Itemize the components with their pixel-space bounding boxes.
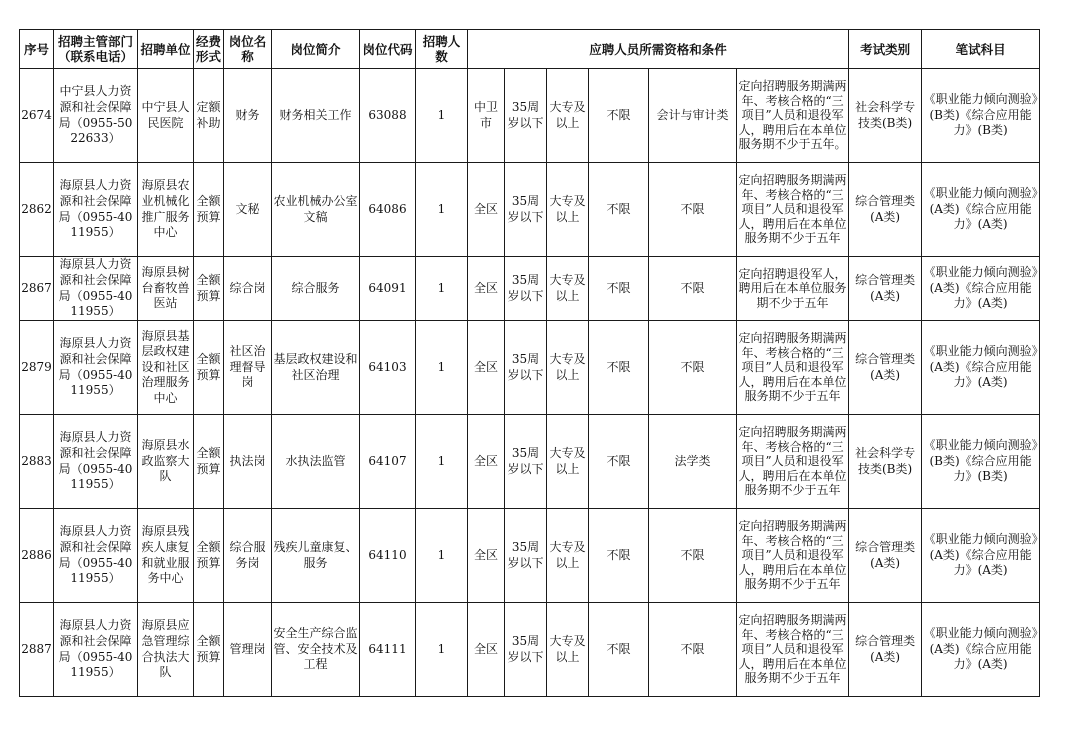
header-num: 招聘人数: [416, 30, 468, 69]
fund-cell: 全额预算: [194, 163, 224, 257]
header-subject: 笔试科目: [922, 30, 1040, 69]
area-cell: 全区: [468, 257, 505, 321]
unit-cell: 海原县水政监察大队: [138, 415, 194, 509]
edu-cell: 大专及以上: [547, 603, 589, 697]
age-cell: 35周岁以下: [505, 163, 547, 257]
dept-cell: 中宁县人力资源和社会保障局（0955-5022633）: [54, 69, 138, 163]
exam-cell: 综合管理类(A类): [849, 509, 922, 603]
edu-cell: 大专及以上: [547, 163, 589, 257]
header-exam: 考试类别: [849, 30, 922, 69]
area-cell: 全区: [468, 321, 505, 415]
degree-cell: 不限: [589, 415, 649, 509]
fund-cell: 全额预算: [194, 321, 224, 415]
code-cell: 63088: [360, 69, 416, 163]
table-row: [20, 163, 1040, 257]
dept-cell: 海原县人力资源和社会保障局（0955-4011955）: [54, 509, 138, 603]
num-cell: 1: [416, 415, 468, 509]
edu-cell: 大专及以上: [547, 509, 589, 603]
edu-cell: 大专及以上: [547, 257, 589, 321]
post-cell: 综合服务岗: [224, 509, 272, 603]
major-cell: 会计与审计类: [649, 69, 737, 163]
exam-cell: 综合管理类(A类): [849, 257, 922, 321]
dept-cell: 海原县人力资源和社会保障局（0955-4011955）: [54, 603, 138, 697]
code-cell: 64103: [360, 321, 416, 415]
seq-cell: 2887: [20, 603, 54, 697]
other-conditions-cell: 定向招聘服务期满两年、考核合格的“三项目”人员和退役军人，聘用后在本单位服务期不少于五年: [737, 509, 849, 603]
code-cell: 64086: [360, 163, 416, 257]
table-row: [20, 603, 1040, 697]
recruitment-sheet: [19, 29, 1040, 697]
degree-cell: 不限: [589, 603, 649, 697]
seq-cell: 2886: [20, 509, 54, 603]
area-cell: 全区: [468, 415, 505, 509]
age-cell: 35周岁以下: [505, 321, 547, 415]
post-cell: 管理岗: [224, 603, 272, 697]
unit-cell: 海原县应急管理综合执法大队: [138, 603, 194, 697]
subject-cell: 《职业能力倾向测验》(B类)《综合应用能力》(B类): [922, 69, 1040, 163]
exam-cell: 社会科学专技类(B类): [849, 415, 922, 509]
recruitment-table: [19, 29, 1040, 697]
seq-cell: 2883: [20, 415, 54, 509]
age-cell: 35周岁以下: [505, 415, 547, 509]
dept-cell: 海原县人力资源和社会保障局（0955-4011955）: [54, 415, 138, 509]
other-conditions-cell: 定向招聘服务期满两年、考核合格的“三项目”人员和退役军人，聘用后在本单位服务期不少于五年: [737, 415, 849, 509]
area-cell: 中卫市: [468, 69, 505, 163]
major-cell: 不限: [649, 257, 737, 321]
header-code: 岗位代码: [360, 30, 416, 69]
post-cell: 文秘: [224, 163, 272, 257]
edu-cell: 大专及以上: [547, 415, 589, 509]
num-cell: 1: [416, 603, 468, 697]
code-cell: 64110: [360, 509, 416, 603]
degree-cell: 不限: [589, 257, 649, 321]
other-conditions-cell: 定向招聘退役军人，聘用后在本单位服务期不少于五年: [737, 257, 849, 321]
major-cell: 不限: [649, 603, 737, 697]
code-cell: 64107: [360, 415, 416, 509]
code-cell: 64111: [360, 603, 416, 697]
intro-cell: 安全生产综合监管、安全技术及工程: [272, 603, 360, 697]
header-fund: 经费形式: [194, 30, 224, 69]
other-conditions-cell: 定向招聘服务期满两年、考核合格的“三项目”人员和退役军人，聘用后在本单位服务期不少于五年。: [737, 69, 849, 163]
degree-cell: 不限: [589, 163, 649, 257]
other-conditions-cell: 定向招聘服务期满两年、考核合格的“三项目”人员和退役军人，聘用后在本单位服务期不少于五年: [737, 321, 849, 415]
subject-cell: 《职业能力倾向测验》(A类)《综合应用能力》(A类): [922, 257, 1040, 321]
area-cell: 全区: [468, 509, 505, 603]
subject-cell: 《职业能力倾向测验》(B类)《综合应用能力》(B类): [922, 415, 1040, 509]
num-cell: 1: [416, 509, 468, 603]
table-body: [20, 69, 1040, 697]
other-conditions-cell: 定向招聘服务期满两年、考核合格的“三项目”人员和退役军人，聘用后在本单位服务期不少于五年: [737, 163, 849, 257]
num-cell: 1: [416, 257, 468, 321]
fund-cell: 全额预算: [194, 603, 224, 697]
subject-cell: 《职业能力倾向测验》(A类)《综合应用能力》(A类): [922, 163, 1040, 257]
fund-cell: 全额预算: [194, 415, 224, 509]
seq-cell: 2867: [20, 257, 54, 321]
unit-cell: 中宁县人民医院: [138, 69, 194, 163]
seq-cell: 2879: [20, 321, 54, 415]
major-cell: 不限: [649, 163, 737, 257]
table-row: [20, 69, 1040, 163]
major-cell: 法学类: [649, 415, 737, 509]
degree-cell: 不限: [589, 69, 649, 163]
edu-cell: 大专及以上: [547, 321, 589, 415]
age-cell: 35周岁以下: [505, 509, 547, 603]
table-row: [20, 321, 1040, 415]
intro-cell: 农业机械办公室文稿: [272, 163, 360, 257]
header-post: 岗位名称: [224, 30, 272, 69]
num-cell: 1: [416, 163, 468, 257]
exam-cell: 社会科学专技类(B类): [849, 69, 922, 163]
table-row: [20, 257, 1040, 321]
seq-cell: 2674: [20, 69, 54, 163]
header-unit: 招聘单位: [138, 30, 194, 69]
header-conditions: 应聘人员所需资格和条件: [468, 30, 849, 69]
header-seq: 序号: [20, 30, 54, 69]
area-cell: 全区: [468, 163, 505, 257]
num-cell: 1: [416, 321, 468, 415]
age-cell: 35周岁以下: [505, 257, 547, 321]
dept-cell: 海原县人力资源和社会保障局（0955-4011955）: [54, 257, 138, 321]
edu-cell: 大专及以上: [547, 69, 589, 163]
unit-cell: 海原县基层政权建设和社区治理服务中心: [138, 321, 194, 415]
age-cell: 35周岁以下: [505, 603, 547, 697]
exam-cell: 综合管理类(A类): [849, 163, 922, 257]
post-cell: 综合岗: [224, 257, 272, 321]
post-cell: 执法岗: [224, 415, 272, 509]
subject-cell: 《职业能力倾向测验》(A类)《综合应用能力》(A类): [922, 321, 1040, 415]
major-cell: 不限: [649, 321, 737, 415]
major-cell: 不限: [649, 509, 737, 603]
header-row: [20, 30, 1040, 69]
code-cell: 64091: [360, 257, 416, 321]
intro-cell: 基层政权建设和社区治理: [272, 321, 360, 415]
fund-cell: 定额补助: [194, 69, 224, 163]
post-cell: 财务: [224, 69, 272, 163]
subject-cell: 《职业能力倾向测验》(A类)《综合应用能力》(A类): [922, 603, 1040, 697]
unit-cell: 海原县树台畜牧兽医站: [138, 257, 194, 321]
degree-cell: 不限: [589, 321, 649, 415]
fund-cell: 全额预算: [194, 257, 224, 321]
table-row: [20, 415, 1040, 509]
other-conditions-cell: 定向招聘服务期满两年、考核合格的“三项目”人员和退役军人，聘用后在本单位服务期不少于五年: [737, 603, 849, 697]
seq-cell: 2862: [20, 163, 54, 257]
exam-cell: 综合管理类(A类): [849, 603, 922, 697]
degree-cell: 不限: [589, 509, 649, 603]
table-row: [20, 509, 1040, 603]
post-cell: 社区治理督导岗: [224, 321, 272, 415]
exam-cell: 综合管理类(A类): [849, 321, 922, 415]
unit-cell: 海原县农业机械化推广服务中心: [138, 163, 194, 257]
dept-cell: 海原县人力资源和社会保障局（0955-4011955）: [54, 321, 138, 415]
area-cell: 全区: [468, 603, 505, 697]
age-cell: 35周岁以下: [505, 69, 547, 163]
intro-cell: 残疾儿童康复、服务: [272, 509, 360, 603]
dept-cell: 海原县人力资源和社会保障局（0955-4011955）: [54, 163, 138, 257]
intro-cell: 财务相关工作: [272, 69, 360, 163]
intro-cell: 水执法监管: [272, 415, 360, 509]
fund-cell: 全额预算: [194, 509, 224, 603]
num-cell: 1: [416, 69, 468, 163]
unit-cell: 海原县残疾人康复和就业服务中心: [138, 509, 194, 603]
header-intro: 岗位简介: [272, 30, 360, 69]
subject-cell: 《职业能力倾向测验》(A类)《综合应用能力》(A类): [922, 509, 1040, 603]
intro-cell: 综合服务: [272, 257, 360, 321]
header-dept: 招聘主管部门（联系电话）: [54, 30, 138, 69]
